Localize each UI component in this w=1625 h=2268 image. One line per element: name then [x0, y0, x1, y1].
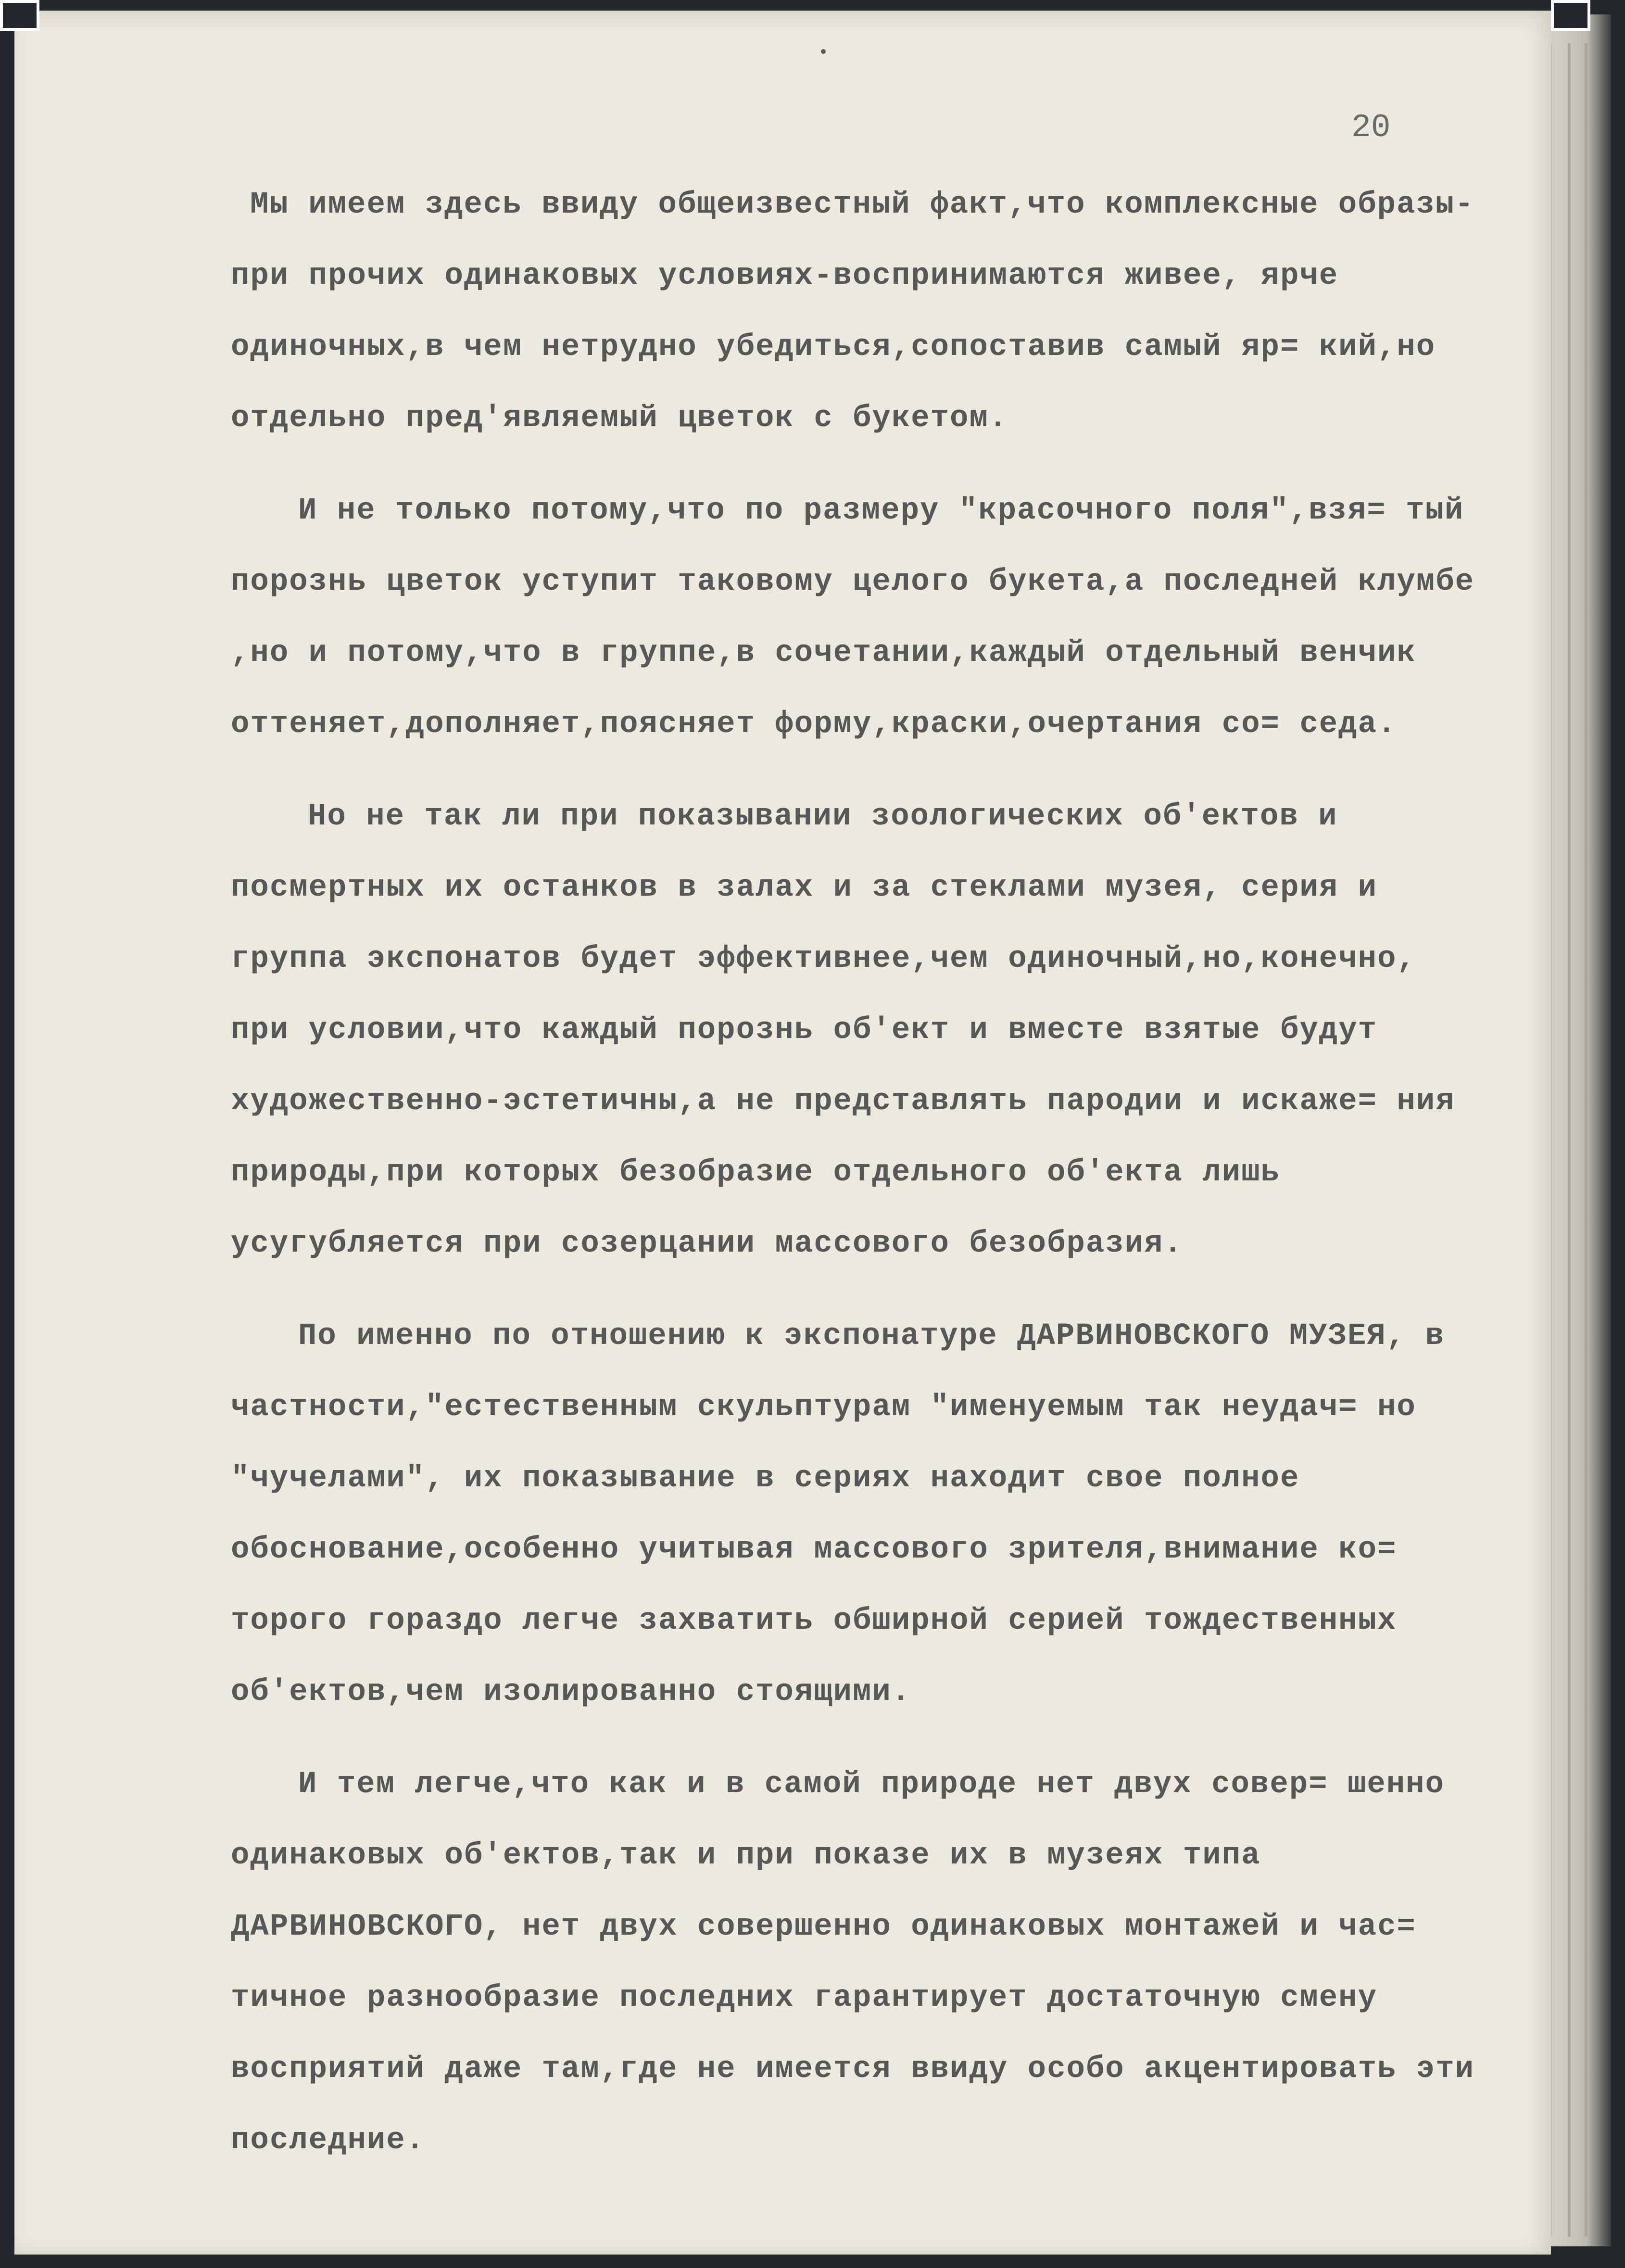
- typed-text: [231, 169, 1494, 2176]
- scan-corner-mark: [0, 0, 39, 31]
- page-edge: [1568, 43, 1571, 2237]
- page-number: 20: [1351, 109, 1391, 146]
- paragraph: По именно по отношению к экспонатуре ДАРВИНОВСКОГО МУЗЕЯ, в частности,"естественным скульптурам "именуемым так неудач= но "чучелами", их показывание в сериях находит свое полное обоснование,особенно учитывая массового зрителя,внимание ко= торого гораздо легче захватить обширной серией тождественных об'ектов,чем изолированно стоящими.: [231, 1319, 1464, 1710]
- page-edge: [1585, 43, 1587, 2237]
- scan-corner-mark: [1551, 0, 1590, 31]
- paragraph: И не только потому,что по размеру "красочного поля",взя= тый порознь цветок уступит таковому целого букета,а последней клумбе ,но и потому,что в группе,в сочетании,каждый отдельный венчик оттеняет,дополняет,поясняет форму,краски,очертания со= седа.: [231, 494, 1494, 742]
- ink-dot: [821, 49, 826, 54]
- paragraph: И тем легче,что как и в самой природе нет двух совер= шенно одинаковых об'ектов,так и при показе их в музеях типа ДАРВИНОВСКОГО, нет двух совершенно одинаковых монтажей и час= тичное разнообразие последних гарантирует достаточную смену восприятий даже там,где не имеется ввиду особо акцентировать эти последние.: [231, 1767, 1494, 2158]
- document-page: [14, 11, 1551, 2255]
- paragraph: Но не так ли при показывании зоологических об'ектов и посмертных их останков в залах и за стеклами музея, серия и группа экспонатов будет эффективнее,чем одиночный,но,конечно, при условии,что каждый порознь об'ект и вместе взятые будут художественно-эстетичны,а не представлять пародии и искаже= ния природы,при которых безобразие отдельного об'екта лишь усугубляется при созерцании массового безобразия.: [231, 799, 1474, 1261]
- paragraph: Мы имеем здесь ввиду общеизвестный факт,что комплексные образы-при прочих одинаковых условиях-воспринимаются живее, ярче одиночных,в чем нетрудно убедиться,сопоставив самый яр= кий,но отдельно пред'являемый цветок с букетом.: [231, 188, 1474, 436]
